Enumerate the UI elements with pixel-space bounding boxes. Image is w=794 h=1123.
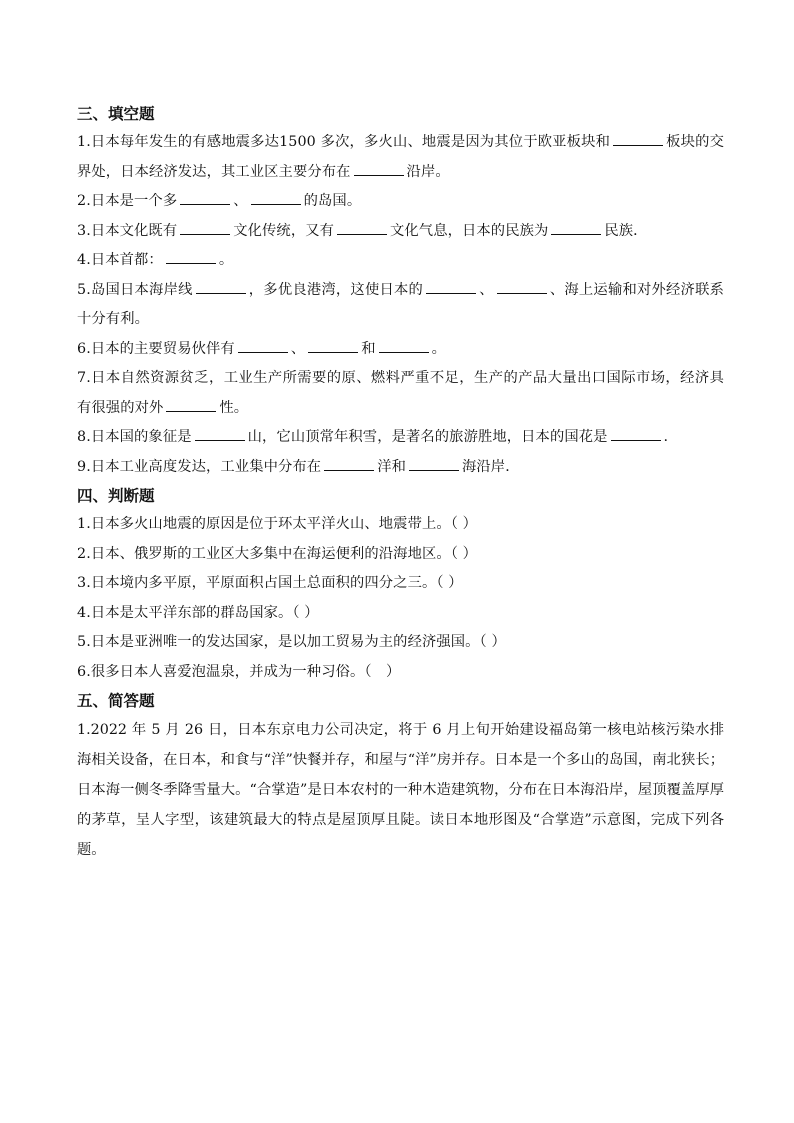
fill-question-1: 1.日本每年发生的有感地震多达1500 多次，多火山、地震是因为其位于欧亚板块和 板块的交界处，日本经济发达，其工业区主要分布在 沿岸。 xyxy=(77,128,724,187)
answer-blank[interactable] xyxy=(426,279,476,294)
fill-question-4: 4.日本首都： 。 xyxy=(77,246,724,276)
answer-blank[interactable] xyxy=(166,249,216,264)
judge-question-5: 5.日本是亚洲唯一的发达国家，是以加工贸易为主的经济强国。（ ） xyxy=(77,634,506,650)
answer-blank[interactable] xyxy=(196,279,246,294)
judge-question-4: 4.日本是太平洋东部的群岛国家。（ ） xyxy=(77,604,319,621)
judge-question-1: 1.日本多火山地震的原因是位于环太平洋火山、地震带上。（ ） xyxy=(77,516,478,532)
answer-blank[interactable] xyxy=(551,220,601,235)
answer-blank[interactable] xyxy=(251,190,301,205)
answer-blank[interactable] xyxy=(613,131,663,146)
fill-question-2: 2.日本是一个多 、 的岛国。 xyxy=(77,187,724,217)
answer-blank[interactable] xyxy=(409,456,459,471)
section-heading-short-answer: 五、简答题 xyxy=(77,692,155,710)
answer-blank[interactable] xyxy=(497,279,547,294)
answer-blank[interactable] xyxy=(354,161,404,176)
answer-blank[interactable] xyxy=(238,338,288,353)
answer-blank[interactable] xyxy=(337,220,387,235)
fill-question-6: 6.日本的主要贸易伙伴有 、 和 。 xyxy=(77,335,724,365)
section-heading-true-false: 四、判断题 xyxy=(77,487,155,505)
short-answer-question-1: 1.2022 年 5 月 26 日，日本东京电力公司决定，将于 6 月上旬开始建设福岛第一核电站核污染水排海相关设备，在日本，和食与“洋”快餐并存，和屋与“洋”房并存。日本是一个多山的岛国，南北狭长；日本海一侧冬季降雪量大。“合掌造”是日本农村的一种木造建筑物，分布在日本海沿岸，屋顶覆盖厚厚的茅草，呈人字型，该建筑最大的特点是屋顶厚且陡。读日本地形图及“合掌造”示意图，完成下列各题。 xyxy=(77,722,724,858)
answer-blank[interactable] xyxy=(166,397,216,412)
answer-blank[interactable] xyxy=(180,220,230,235)
answer-blank[interactable] xyxy=(379,338,429,353)
answer-blank[interactable] xyxy=(611,426,661,441)
answer-blank[interactable] xyxy=(195,426,245,441)
answer-blank[interactable] xyxy=(324,456,374,471)
fill-question-9: 9.日本工业高度发达，工业集中分布在 洋和 海沿岸． xyxy=(77,453,724,483)
judge-question-3: 3.日本境内多平原，平原面积占国土总面积的四分之三。（ ） xyxy=(77,575,463,591)
answer-blank[interactable] xyxy=(308,338,358,353)
judge-question-6: 6.很多日本人喜爱泡温泉，并成为一种习俗。（ ） xyxy=(77,663,401,680)
judge-question-2: 2.日本、俄罗斯的工业区大多集中在海运便利的沿海地区。（ ） xyxy=(77,545,478,562)
fill-question-5: 5.岛国日本海岸线 ，多优良港湾，这使日本的 、 、海上运输和对外经济联系十分有利。 xyxy=(77,276,724,335)
section-heading-fill-blank: 三、填空题 xyxy=(77,105,155,123)
answer-blank[interactable] xyxy=(180,190,230,205)
fill-question-8: 8.日本国的象征是 山，它山顶常年积雪，是著名的旅游胜地，日本的国花是 . xyxy=(77,423,724,453)
fill-question-7: 7.日本自然资源贫乏，工业生产所需要的原、燃料严重不足，生产的产品大量出口国际市场，经济具有很强的对外 性。 xyxy=(77,370,724,416)
fill-question-3: 3.日本文化既有 文化传统，又有 文化气息，日本的民族为 民族． xyxy=(77,217,724,247)
